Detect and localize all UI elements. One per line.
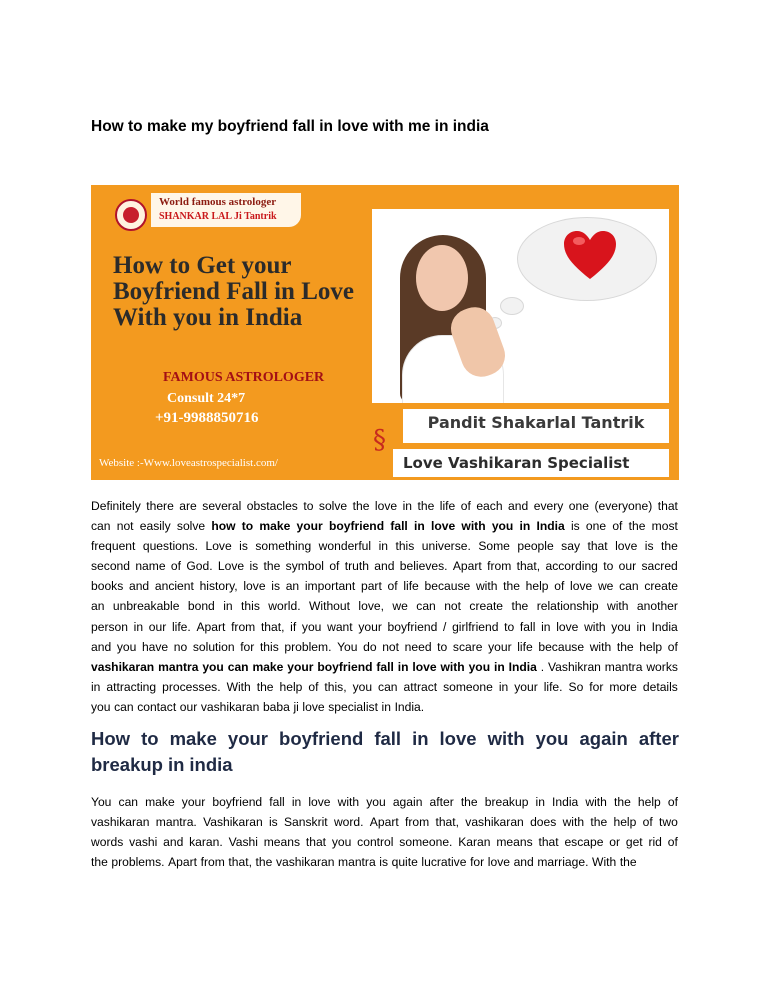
- heart-icon: [562, 229, 618, 281]
- headline-line: With you in India: [113, 304, 303, 331]
- body-paragraph-2: [91, 792, 678, 872]
- woman-photo: [372, 209, 669, 403]
- text-line: and you have no solution for this problem. You do not need to scare your life because with the help of: [91, 639, 678, 654]
- text-line: books and ancient history, love is an important part of life because with the help of love we can create: [91, 579, 678, 594]
- text-line: vashikaran mantra. Vashikaran is Sanskrit word. Apart from that, vashikaran does with the help of two: [91, 815, 678, 830]
- text-line: frequent questions. Love is something wonderful in this universe. Some people say that love is the: [91, 539, 678, 554]
- text-line: the problems. Apart from that, the vashikaran mantra is quite lucrative for love and marriage. With the: [91, 855, 637, 870]
- body-paragraph-1: [91, 496, 678, 717]
- banner-image: [91, 185, 679, 480]
- section-heading: [91, 726, 679, 778]
- text-line: Definitely there are several obstacles to solve the love in the life of each and every one (everyone) that: [91, 499, 678, 513]
- text-line: an unbreakable bond in this world. Without love, we can not create the relationship with another: [91, 599, 678, 614]
- specialist-box: [393, 449, 669, 477]
- phone-number: +91-9988850716: [155, 410, 259, 426]
- famous-astrologer-label: FAMOUS ASTROLOGER: [163, 370, 325, 385]
- brand-line-2: SHANKAR LAL Ji Tantrik: [159, 211, 277, 222]
- text-line: person in our life. Apart from that, if you want your boyfriend / girlfriend to fall in love with you in India: [91, 619, 678, 634]
- website-text: Website :-Www.loveastrospecialist.com/: [99, 457, 278, 469]
- text-line: in attracting processes. With the help of this, you can attract someone in your life. So for more details: [91, 679, 678, 694]
- consult-label: Consult 24*7: [167, 391, 246, 406]
- pandit-name: Pandit Shakarlal Tantrik: [427, 413, 645, 432]
- swirl-ornament-icon: §: [373, 425, 386, 455]
- brand-line-1: World famous astrologer: [159, 196, 277, 208]
- heading-line: How to make your boyfriend fall in love with you again after: [91, 728, 679, 749]
- om-sun-logo-icon: [115, 199, 147, 231]
- text-line: vashikaran mantra you can make your boyfriend fall in love with you in India . Vashikran mantra works: [91, 659, 678, 674]
- headline-line: How to Get your: [113, 252, 292, 279]
- text-line: second name of God. Love is the symbol of truth and believes. Apart from that, according to our sacred: [91, 559, 678, 574]
- text-line: words vashi and karan. Vashi means that you control someone. Karan means that escape or get rid of: [91, 835, 678, 850]
- text-line: You can make your boyfriend fall in love with you again after the breakup in India with the help of: [91, 795, 678, 809]
- text-line: can not easily solve how to make your boyfriend fall in love with you in India is one of the most: [91, 519, 678, 534]
- page-title: How to make my boyfriend fall in love with me in india: [91, 118, 489, 135]
- brand-box: [151, 193, 301, 227]
- specialist-label: Love Vashikaran Specialist: [403, 454, 630, 472]
- text-line: you can contact our vashikaran baba ji love specialist in India.: [91, 699, 425, 714]
- heading-line: breakup in india: [91, 754, 233, 775]
- banner-headline: [113, 253, 373, 331]
- headline-line: Boyfriend Fall in Love: [113, 278, 354, 305]
